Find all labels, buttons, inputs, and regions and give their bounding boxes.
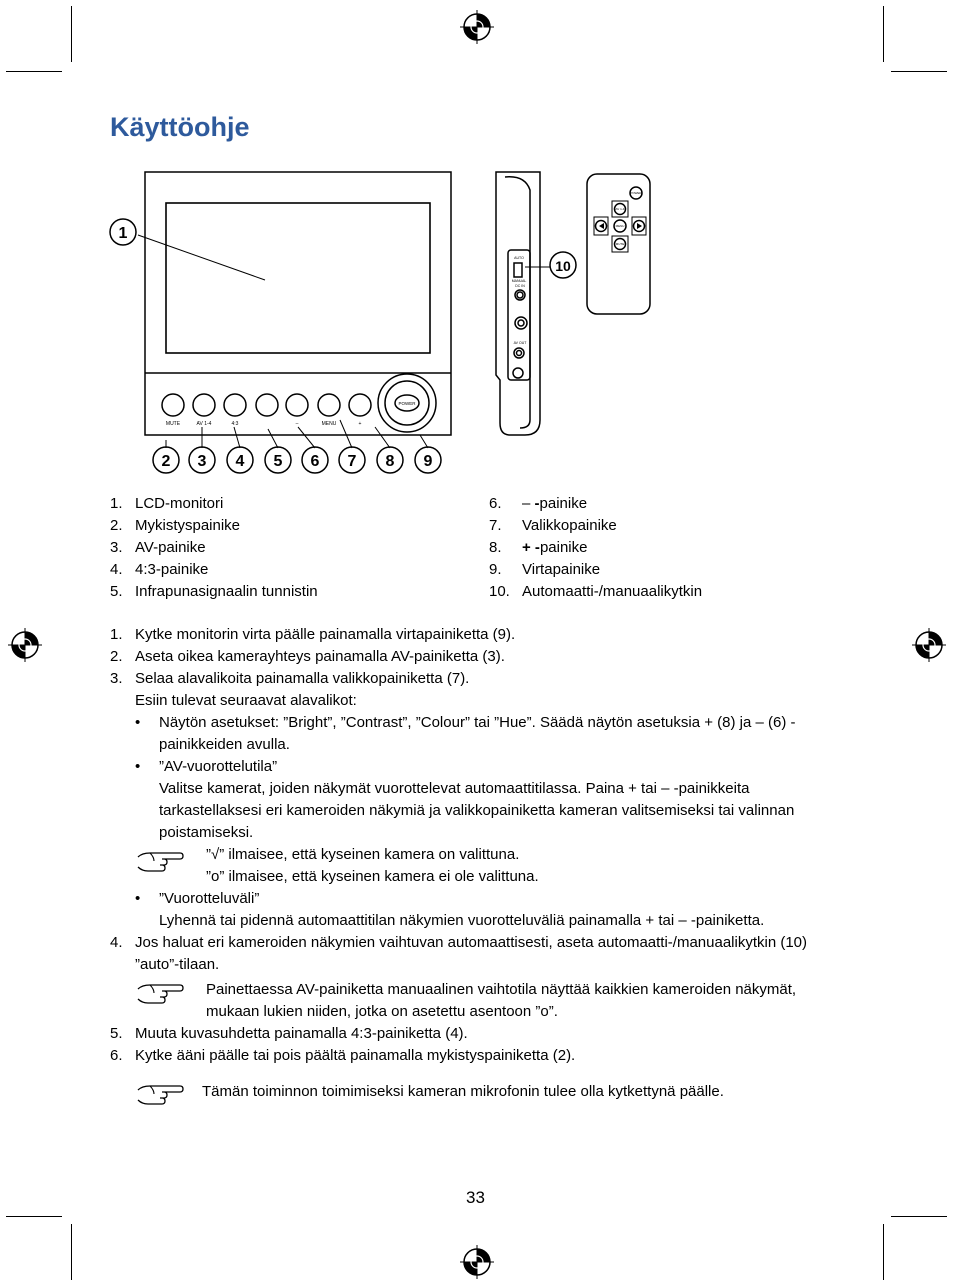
registration-mark-icon <box>460 1245 494 1279</box>
list-item: 2. Mykistyspainike <box>110 517 241 534</box>
remote-label-power: POWER <box>630 191 642 195</box>
list-item: 7. Valikkopainike <box>489 517 617 534</box>
callout-5: 5 <box>273 453 283 470</box>
list-item: 8. + -painike <box>489 539 588 556</box>
callout-7: 7 <box>347 453 357 470</box>
power-label: POWER <box>398 401 416 406</box>
bullet-item: • ”AV-vuorottelutila” <box>135 758 278 775</box>
list-item: 1. LCD-monitori <box>110 495 224 512</box>
step: 6. Kytke ääni päälle tai pois päältä painamalla mykistyspainiketta (2). <box>110 1047 576 1064</box>
callout-9: 9 <box>423 453 433 470</box>
button-label-plus: + <box>358 421 362 427</box>
crop-mark <box>6 1216 62 1217</box>
side-label-auto: AUTO <box>514 256 524 260</box>
registration-mark-icon <box>8 628 42 662</box>
step: 3. Selaa alavalikoita painamalla valikkopainiketta (7). <box>110 670 470 687</box>
parts-list-right <box>489 493 702 603</box>
instruction-steps <box>110 624 850 1103</box>
remote-label-up: AV 1-4 <box>615 207 625 211</box>
crop-mark <box>71 1224 72 1280</box>
crop-mark <box>883 1224 884 1280</box>
crop-mark <box>883 6 884 62</box>
parts-list-left <box>110 493 318 603</box>
button-label-minus: – <box>295 421 299 427</box>
remote-label-down: MUTE <box>615 242 625 246</box>
callout-6: 6 <box>310 453 320 470</box>
note: Tämän toiminnon toimimiseksi kameran mikrofonin tulee olla kytkettynä päälle. <box>110 1081 850 1103</box>
side-label-avout: AV OUT <box>513 341 527 345</box>
crop-mark <box>891 1216 947 1217</box>
list-item: 9. Virtapainike <box>489 561 601 578</box>
callout-10: 10 <box>555 258 571 274</box>
step: 4. Jos haluat eri kameroiden näkymien vaihtuvan automaattisesti, aseta automaatti-/manuaalikytkin (10) ”auto”-tilaan. <box>110 934 808 973</box>
callout-4: 4 <box>235 453 245 470</box>
list-item: 10. Automaatti-/manuaalikytkin <box>489 583 703 600</box>
remote-label-menu: MENU <box>615 224 625 228</box>
step: 5. Muuta kuvasuhdetta painamalla 4:3-painiketta (4). <box>110 1025 468 1042</box>
bullet-item: • ”Vuorotteluväli” <box>135 890 260 907</box>
callout-2: 2 <box>161 453 171 470</box>
list-item: 6. – -painike <box>489 495 588 512</box>
step: 1. Kytke monitorin virta päälle painamalla virtapainiketta (9). <box>110 626 516 643</box>
list-item: 3. AV-painike <box>110 539 206 556</box>
monitor-diagram <box>100 165 660 480</box>
list-item: 5. Infrapunasignaalin tunnistin <box>110 583 318 600</box>
button-label-av: AV 1-4 <box>196 421 212 427</box>
bullet-text: Lyhennä tai pidennä automaattitilan näkymien vuorotteluväliä painamalla + tai – -painiketta. <box>159 912 765 929</box>
note: Painettaessa AV-painiketta manuaalinen vaihtotila näyttää kaikkien kameroiden näkymät, mukaan lukien niiden, jotka on asetettu asentoon ”o”. <box>110 976 850 1023</box>
callout-3: 3 <box>197 453 207 470</box>
crop-mark <box>891 71 947 72</box>
callout-8: 8 <box>385 453 395 470</box>
pointing-hand-icon <box>136 848 184 874</box>
step-subtext: Esiin tulevat seuraavat alavalikot: <box>135 692 357 709</box>
button-label-43: 4:3 <box>231 421 239 427</box>
registration-mark-icon <box>912 628 946 662</box>
page-title: Käyttöohje <box>110 112 250 142</box>
list-item: 4. 4:3-painike <box>110 561 209 578</box>
side-label-manual: MANUAL <box>511 279 527 283</box>
registration-mark-icon <box>460 10 494 44</box>
crop-mark <box>6 71 62 72</box>
note: ”√” ilmaisee, että kyseinen kamera on valittuna. ”o” ilmaisee, että kyseinen kamera ei ole valittuna. <box>110 844 850 888</box>
side-label-dcin: DC IN <box>515 284 525 288</box>
crop-mark <box>71 6 72 62</box>
bullet-item: • Näytön asetukset: ”Bright”, ”Contrast”, ”Colour” tai ”Hue”. Säädä näytön asetuksia + (8) ja – (6) -painikkeiden avulla. <box>135 714 796 753</box>
page-number: 33 <box>466 1188 485 1207</box>
button-label-mute: MUTE <box>165 421 181 427</box>
button-label-menu: MENU <box>321 421 337 427</box>
pointing-hand-icon <box>136 1081 184 1107</box>
callout-1: 1 <box>118 225 128 242</box>
pointing-hand-icon <box>136 980 184 1006</box>
step: 2. Aseta oikea kamerayhteys painamalla AV-painiketta (3). <box>110 648 505 665</box>
bullet-text: Valitse kamerat, joiden näkymät vuorottelevat automaattitilassa. Paina + tai – -painikkeita tarkastellaksesi eri kameroiden näkymiä ja valikkopainiketta kameran valitsemiseksi tai valinnan poistamiseksi. <box>159 780 795 841</box>
